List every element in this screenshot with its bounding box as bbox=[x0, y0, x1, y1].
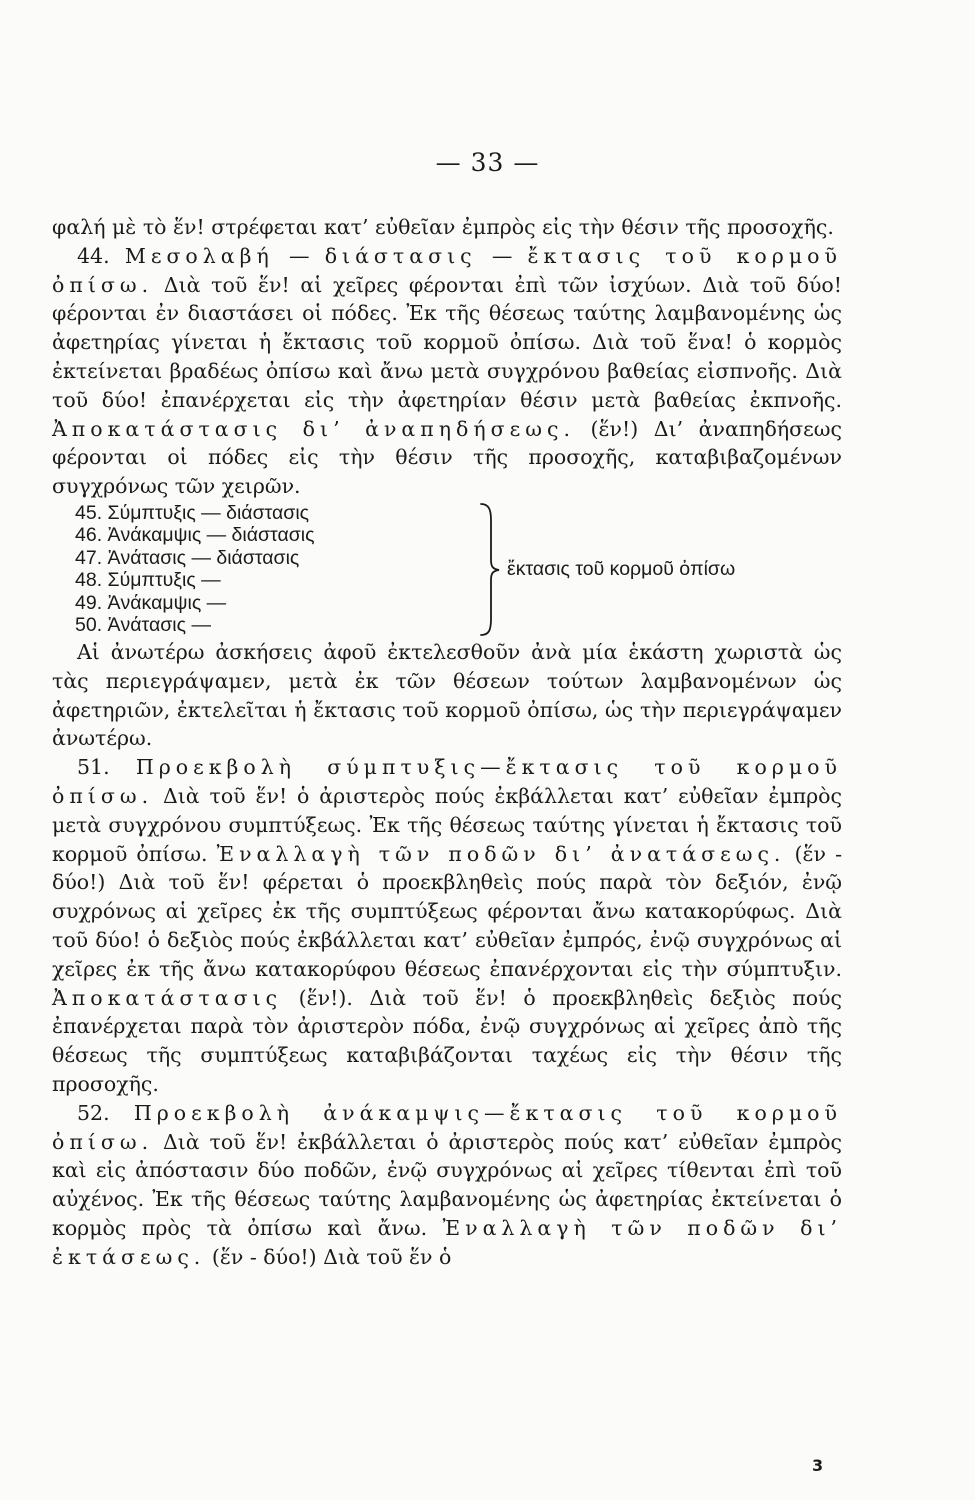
list-item bbox=[75, 614, 842, 637]
exercise-text: (ἕν!). Διὰ τοῦ ἕν! ὁ προεκβληθεὶς δεξιὸς πούς ἐπανέρχεται παρὰ τὸν ἀριστερὸν πόδα, ἐνῷ συγχρόνως αἱ χεῖρες ἀπὸ τῆς θέσεως τῆς συμπτύξεως καταβιβάζονται ταχέως εἰς τὴν θέσιν τῆς προσοχῆς. bbox=[52, 985, 842, 1096]
exercise-text: Διὰ τοῦ ἕν! ὁ ἀριστερὸς πούς ἐκβάλλεται κατ’ εὐθεῖαν ἐμπρὸς μετὰ συγχρόνου συμπτύξεως. Ἐκ τῆς θέσεως ταύτης γίνεται ἡ ἔκτασις τοῦ κορμοῦ ὀπίσω. bbox=[52, 783, 842, 866]
exercise-number: 44. bbox=[77, 243, 110, 268]
exercise-51 bbox=[52, 753, 842, 1099]
list-item bbox=[75, 592, 842, 615]
exercise-title: Προεκβολὴ σύμπτυξις—ἔκτασις τοῦ κορμοῦ ὀπίσω. bbox=[52, 755, 842, 808]
list-item-number: 49. bbox=[75, 591, 103, 614]
exercise-term: Ἀποκατάστασις bbox=[52, 985, 283, 1010]
exercise-text: Διὰ τοῦ ἕν! ἐκβάλλεται ὁ ἀριστερὸς πούς κατ’ εὐθεῖαν ἐμπρὸς καὶ εἰς ἀπόστασιν δύο ποδῶν, ἐνῷ συγχρόνως αἱ χεῖρες τίθενται ἐπὶ τοῦ αὐχένος. Ἐκ τῆς θέσεως ταύτης λαμβανομένης ὡς ἀφετηρίας ἐκτείνεται ὁ κορμὸς πρὸς τὰ ὀπίσω καὶ ἄνω. bbox=[52, 1129, 842, 1240]
list-item-number: 48. bbox=[75, 569, 103, 592]
list-item-number: 47. bbox=[75, 546, 103, 569]
exercise-title: Μεσολαβή bbox=[124, 243, 274, 268]
dash: — bbox=[491, 243, 513, 268]
page-body bbox=[52, 213, 842, 1272]
list-item-number: 45. bbox=[75, 501, 103, 524]
exercise-term: Ἐναλλαγὴ τῶν ποδῶν δι’ ἐκτάσεως. bbox=[52, 1215, 842, 1269]
exercise-text: (ἕν!) Δι’ ἀναπηδήσεως φέρονται οἱ πόδες εἰς τὴν θέσιν τῆς προσοχῆς, καταβιβαζομένων συγχρόνως τῶν χειρῶν. bbox=[52, 416, 842, 499]
grouping-brace-icon bbox=[475, 502, 501, 637]
exercise-term: Ἐναλλαγὴ τῶν ποδῶν δι’ ἀνατάσεως. bbox=[216, 841, 786, 866]
exercise-title: Προεκβολὴ ἀνάκαμψις—ἔκτασις τοῦ κορμοῦ ὀπίσω. bbox=[52, 1100, 842, 1154]
list-item-text: Ἀνάκαμψις — διάστασις bbox=[107, 524, 315, 547]
paragraph-continuation: φαλή μὲ τὸ ἕν! στρέφεται κατ’ εὐθεῖαν ἐμπρὸς εἰς τὴν θέσιν τῆς προσοχῆς. bbox=[52, 215, 834, 239]
exercise-text: (ἕν - δύο!) Διὰ τοῦ ἕν! φέρεται ὁ προεκβληθεὶς πούς παρὰ τὸν δεξιόν, ἐνῷ συχρόνως αἱ χεῖρες ἐκ τῆς συμπτύξεως φέρονται ἄνω κατακορύφως. Διὰ τοῦ δύο! ὁ δεξιὸς πούς ἐκβάλλεται κατ’ εὐθεῖαν ἐμπρός, ἐνῷ συγχρόνως αἱ χεῖρες ἐκ τῆς ἄνω κατακορύφου θέσεως ἐπανέρχονται εἰς τὴν σύμπτυξιν. bbox=[52, 841, 842, 981]
list-item-text: Ἀνάτασις — διάστασις bbox=[107, 546, 300, 569]
list-item bbox=[75, 502, 842, 525]
exercise-term: Ἀποκατάστασις δι’ ἀναπηδήσεως. bbox=[52, 416, 575, 441]
list-item-text: Ἀνάκαμψις — bbox=[107, 591, 227, 614]
exercise-number: 51. bbox=[77, 755, 110, 780]
folio-number: 3 bbox=[812, 1456, 824, 1475]
exercise-list bbox=[75, 502, 842, 637]
exercise-52 bbox=[52, 1099, 842, 1272]
page-number: — 33 — bbox=[435, 148, 540, 177]
exercise-text: Διὰ τοῦ ἕν! αἱ χεῖρες φέρονται ἐπὶ τῶν ἰσχύων. Διὰ τοῦ δύο! φέρονται ἐν διαστάσει οἱ πόδες. Ἐκ τῆς θέσεως ταύτης λαμβανομένης ὡς ἀφετηρίας γίνεται ἡ ἔκτασις τοῦ κορμοῦ ὀπίσω. Διὰ τοῦ ἕνα! ὁ κορμὸς ἐκτείνεται βραδέως ὀπίσω καὶ ἄνω μετὰ συγχρόνου βαθείας εἰσπνοῆς. Διὰ τοῦ δύο! ἐπανέρχεται εἰς τὴν ἀφετηρίαν θέσιν μετὰ βαθείας ἐκπνοῆς. bbox=[52, 272, 842, 412]
exercise-number: 52. bbox=[77, 1100, 110, 1125]
list-shared-suffix: ἔκτασις τοῦ κορμοῦ ὀπίσω bbox=[507, 557, 736, 580]
list-item-text: Σύμπτυξις — διάστασις bbox=[107, 501, 310, 524]
list-item-number: 50. bbox=[75, 614, 103, 637]
list-item-text: Σύμπτυξις — bbox=[107, 569, 221, 592]
exercise-text: (ἕν - δύο!) Διὰ τοῦ ἕν ὁ bbox=[211, 1244, 452, 1269]
list-item-number: 46. bbox=[75, 524, 103, 547]
list-item bbox=[75, 524, 842, 547]
exercise-term: ἔκτασις τοῦ κορμοῦ ὀπίσω. bbox=[52, 243, 842, 297]
paragraph-summary: Αἱ ἀνωτέρω ἀσκήσεις ἀφοῦ ἐκτελεσθοῦν ἀνὰ μία ἑκάστη χωριστὰ ὡς τὰς περιεγράψαμεν, μετὰ ἐκ τῶν θέσεων τούτων λαμβανομένων ὡς ἀφετηριῶν, ἐκτελεῖται ἡ ἔκτασις τοῦ κορμοῦ ὀπίσω, ὡς τὴν περιεγράψαμεν ἀνωτέρω. bbox=[52, 639, 842, 751]
exercise-44 bbox=[52, 242, 842, 501]
dash: — bbox=[288, 243, 310, 268]
exercise-term: διάστασις bbox=[324, 243, 477, 268]
list-item-text: Ἀνάτασις — bbox=[107, 614, 211, 637]
